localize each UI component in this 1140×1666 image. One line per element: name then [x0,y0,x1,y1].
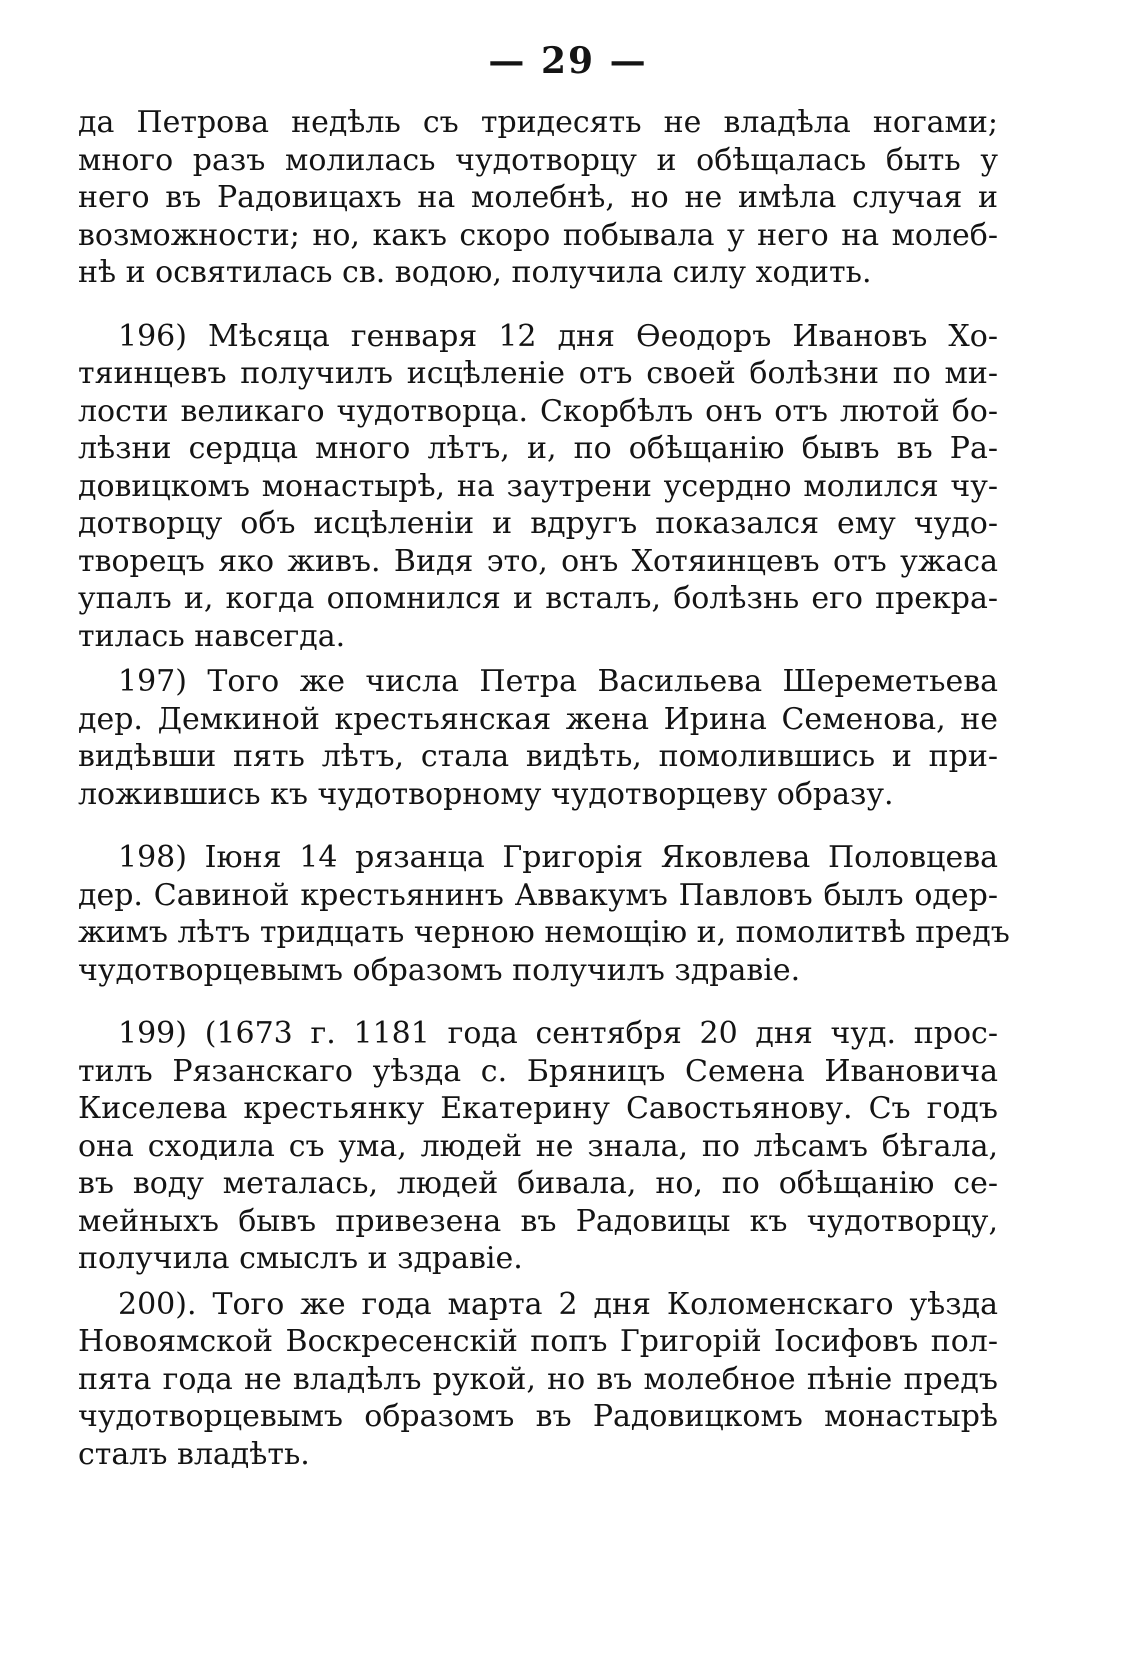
text-line: Новоямской Воскресенскій попъ Григорій Іосифовъ пол- [78,1324,998,1359]
paragraph-continuation [78,104,998,292]
text-line: 196) Мѣсяца генваря 12 дня Ѳеодоръ Ивановъ Хо- [118,318,998,354]
text-line: упалъ и, когда опомнился и всталъ, болѣзнь его прекра- [78,581,998,616]
text-line: лости великаго чудотворца. Скорбѣлъ онъ отъ лютой бо- [78,393,998,429]
text-line: дотворцу объ исцѣленіи и вдругъ показался ему чудо- [78,506,998,541]
text-line: да Петрова недѣль съ тридесять не владѣла ногами; [78,105,998,140]
text-line: лѣзни сердца много лѣтъ, и, по обѣщанію бывъ въ Ра- [78,431,998,466]
text-line: возможности; но, какъ скоро побывала у него на молеб- [78,217,998,253]
text-line: она сходила съ ума, людей не знала, по лѣсамъ бѣгала, [78,1128,998,1164]
paragraph-197 [78,663,998,813]
page-number: — 29 — [488,40,648,82]
text-line: 200). Того же года марта 2 дня Коломенскаго уѣзда [118,1286,998,1322]
text-line: 197) Того же числа Петра Васильева Шереметьева [118,664,998,699]
text-line: нѣ и освятилась св. водою, получила силу ходить. [78,255,872,290]
text-line: много разъ молилась чудотворцу и обѣщалась быть у [78,142,998,178]
paragraph-196 [78,318,998,656]
text-line: ложившись къ чудотворному чудотворцеву образу. [78,776,894,812]
text-line: чудотворцевымъ образомъ получилъ здравіе. [78,952,801,988]
text-line: 199) (1673 г. 1181 года сентября 20 дня чуд. прос- [118,1016,998,1051]
text-line: тилась навсегда. [78,618,346,654]
text-line: довицкомъ монастырѣ, на заутрени усердно молился чу- [78,468,998,504]
paragraph-199 [78,1015,998,1278]
text-line: тилъ Рязанскаго уѣзда с. Бряницъ Семена Ивановича [78,1053,998,1089]
text-line: въ воду металась, людей бивала, но, по обѣщанію се- [78,1166,998,1201]
text-line: сталъ владѣть. [78,1436,310,1472]
text-line: чудотворцевымъ образомъ въ Радовицкомъ монастырѣ [78,1399,998,1434]
text-line: него въ Радовицахъ на молебнѣ, но не имѣла случая и [78,180,998,215]
text-line: жимъ лѣтъ тридцать черною немощію и, помолитвѣ предъ [78,915,1010,950]
paragraph-200 [78,1286,998,1474]
text-line: мейныхъ бывъ привезена въ Радовицы къ чудотворцу, [78,1203,998,1239]
text-line: дер. Савиной крестьянинъ Аввакумъ Павловъ былъ одер- [78,877,998,913]
book-page [78,40,1010,1473]
text-line: получила смыслъ и здравіе. [78,1241,523,1276]
text-line: дер. Демкиной крестьянская жена Ирина Семенова, не [78,701,998,737]
text-line: тяинцевъ получилъ исцѣленіе отъ своей болѣзни по ми- [78,356,998,391]
text-line: 198) Іюня 14 рязанца Григорія Яковлева Половцева [118,840,998,875]
text-line: Киселева крестьянку Екатерину Савостьянову. Съ годъ [78,1091,998,1126]
paragraph-198 [78,839,1010,989]
text-line: пята года не владѣлъ рукой, но въ молебное пѣніе предъ [78,1361,998,1397]
text-line: творецъ яко живъ. Видя это, онъ Хотяинцевъ отъ ужаса [78,543,998,579]
text-line: видѣвши пять лѣтъ, стала видѣть, помолившись и при- [78,739,998,774]
